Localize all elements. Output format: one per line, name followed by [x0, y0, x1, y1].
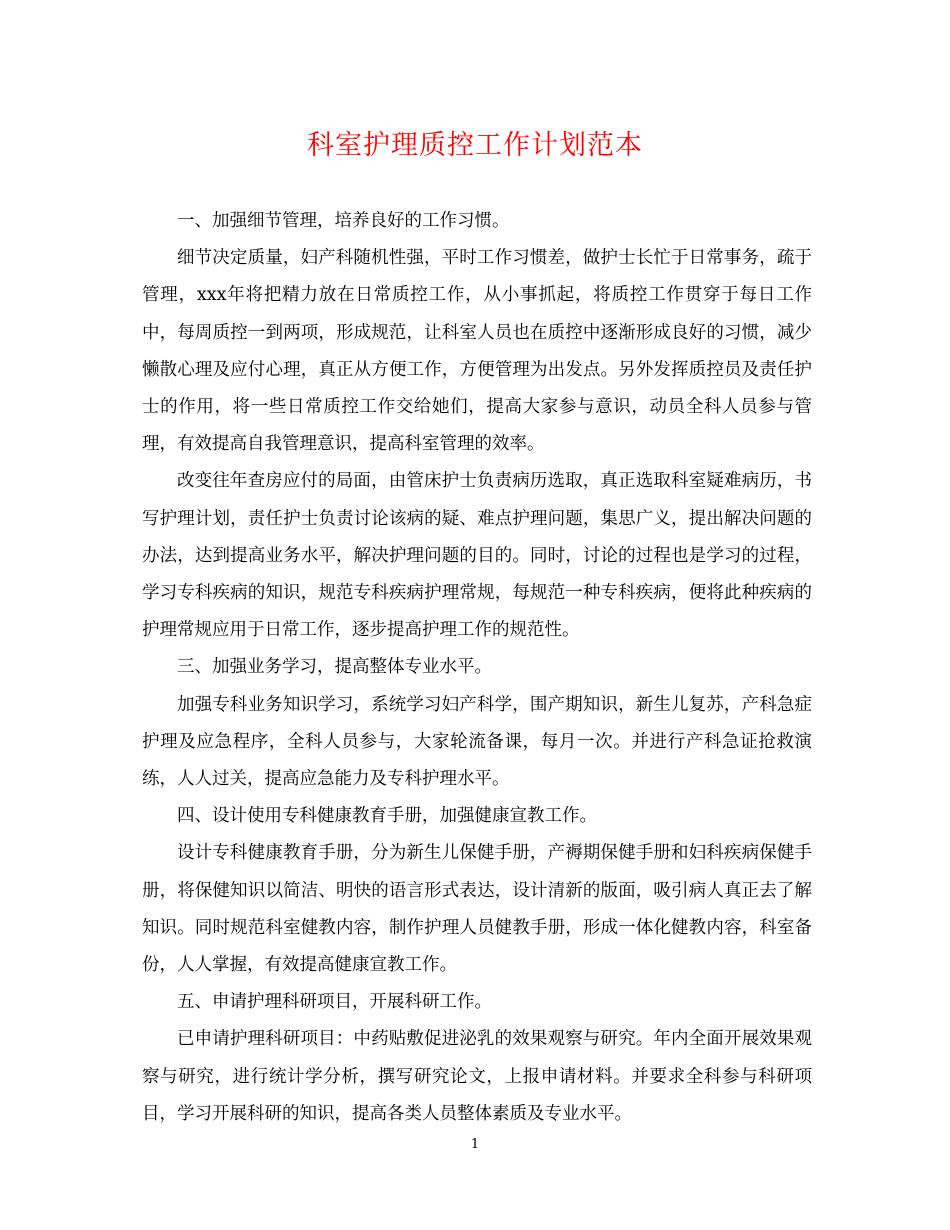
section-heading-5: 五、申请护理科研项目，开展科研工作。 [177, 992, 492, 1013]
document-body [142, 203, 812, 1133]
body-paragraph: 加强专科业务知识学习，系统学习妇产科学，围产期知识，新生儿复苏，产科急症护理及应急程序，全科人员参与，大家轮流备课，每月一次。并进行产科急证抢救演练，人人过关，提高应急能力及专科护理水平。 [142, 694, 812, 790]
section-heading-3: 三、加强业务学习，提高整体专业水平。 [177, 657, 492, 678]
body-paragraph: 细节决定质量，妇产科随机性强，平时工作习惯差，做护士长忙于日常事务，疏于管理，xxx年将把精力放在日常质控工作，从小事抓起，将质控工作贯穿于每日工作中，每周质控一到两项，形成规范，让科室人员也在质控中逐渐形成良好的习惯，减少懒散心理及应付心理，真正从方便工作，方便管理为出发点。另外发挥质控员及责任护士的作用，将一些日常质控工作交给她们，提高大家参与意识，动员全科人员参与管理，有效提高自我管理意识，提高科室管理的效率。 [142, 248, 812, 455]
section-heading-4: 四、设计使用专科健康教育手册，加强健康宣教工作。 [177, 806, 597, 827]
body-paragraph: 改变往年查房应付的局面，由管床护士负责病历选取，真正选取科室疑难病历，书写护理计划，责任护士负责讨论该病的疑、难点护理问题，集思广义，提出解决问题的办法，达到提高业务水平，解决护理问题的目的。同时，讨论的过程也是学习的过程，学习专科疾病的知识，规范专科疾病护理常规，每规范一种专科疾病，便将此种疾病的护理常规应用于日常工作，逐步提高护理工作的规范性。 [142, 471, 812, 641]
document-title: 科室护理质控工作计划范本 [307, 130, 643, 161]
page-number: 1 [470, 1137, 480, 1152]
body-paragraph: 设计专科健康教育手册，分为新生儿保健手册，产褥期保健手册和妇科疾病保健手册，将保健知识以简洁、明快的语言形式表达，设计清新的版面，吸引病人真正去了解知识。同时规范科室健教内容，制作护理人员健教手册，形成一体化健教内容，科室备份，人人掌握，有效提高健康宣教工作。 [142, 843, 812, 976]
body-paragraph: 已申请护理科研项目：中药贴敷促进泌乳的效果观察与研究。年内全面开展效果观察与研究，进行统计学分析，撰写研究论文，上报申请材料。并要求全科参与科研项目，学习开展科研的知识，提高各类人员整体素质及专业水平。 [142, 1029, 812, 1124]
section-heading-1: 一、加强细节管理，培养良好的工作习惯。 [177, 211, 510, 231]
